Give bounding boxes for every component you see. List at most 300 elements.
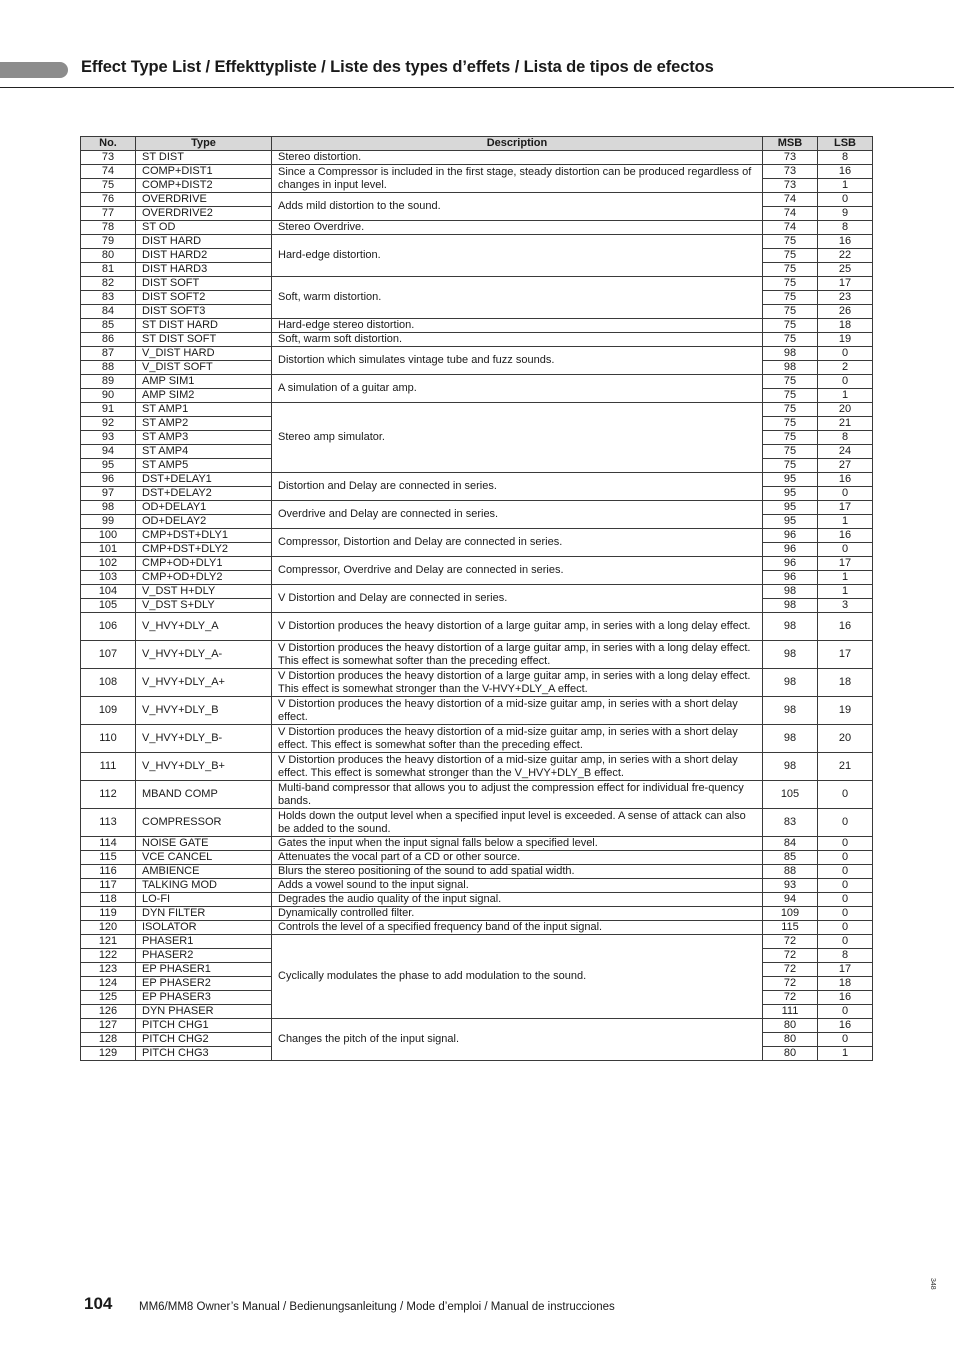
effect-msb: 75 <box>763 277 818 291</box>
effect-description: Degrades the audio quality of the input signal. <box>272 893 763 907</box>
effect-type: DIST SOFT <box>136 277 272 291</box>
table-row <box>81 851 873 865</box>
effect-msb: 98 <box>763 725 818 753</box>
table-row <box>81 375 873 389</box>
effect-number: 115 <box>81 851 136 865</box>
effect-msb: 73 <box>763 165 818 179</box>
table-row <box>81 781 873 809</box>
effect-type: ST OD <box>136 221 272 235</box>
side-code: 348 <box>929 1278 936 1290</box>
effect-msb: 98 <box>763 641 818 669</box>
effect-lsb: 17 <box>818 277 873 291</box>
effect-lsb: 0 <box>818 193 873 207</box>
manual-title: MM6/MM8 Owner’s Manual / Bedienungsanleitung / Mode d’emploi / Manual de instrucciones <box>139 1301 615 1313</box>
effect-number: 83 <box>81 291 136 305</box>
effect-msb: 98 <box>763 613 818 641</box>
effect-msb: 94 <box>763 893 818 907</box>
effect-msb: 75 <box>763 389 818 403</box>
effect-msb: 115 <box>763 921 818 935</box>
effect-number: 106 <box>81 613 136 641</box>
header-divider <box>0 87 954 88</box>
effect-description: V Distortion produces the heavy distortion of a large guitar amp, in series with a long delay effect. This effect is somewhat stronger than the V-HVY+DLY_A effect. <box>272 669 763 697</box>
effect-type: DST+DELAY1 <box>136 473 272 487</box>
effect-number: 121 <box>81 935 136 949</box>
effect-number: 109 <box>81 697 136 725</box>
effect-msb: 95 <box>763 515 818 529</box>
effect-type: DST+DELAY2 <box>136 487 272 501</box>
effect-type: ST AMP1 <box>136 403 272 417</box>
table-row <box>81 669 873 697</box>
effect-description: Dynamically controlled filter. <box>272 907 763 921</box>
effect-lsb: 16 <box>818 473 873 487</box>
effect-type: ST DIST <box>136 151 272 165</box>
effect-msb: 75 <box>763 459 818 473</box>
effect-type: OVERDRIVE2 <box>136 207 272 221</box>
page-number: 104 <box>84 1294 113 1313</box>
table-row <box>81 837 873 851</box>
effect-lsb: 0 <box>818 893 873 907</box>
effect-lsb: 17 <box>818 501 873 515</box>
effect-type: ST DIST SOFT <box>136 333 272 347</box>
effect-msb: 93 <box>763 879 818 893</box>
column-header-no: No. <box>81 137 136 151</box>
effect-lsb: 0 <box>818 347 873 361</box>
effect-msb: 75 <box>763 403 818 417</box>
effect-msb: 74 <box>763 221 818 235</box>
effect-type: PITCH CHG1 <box>136 1019 272 1033</box>
effect-msb: 80 <box>763 1047 818 1061</box>
effect-description: Adds mild distortion to the sound. <box>272 193 763 221</box>
effect-type: CMP+OD+DLY1 <box>136 557 272 571</box>
effect-number: 128 <box>81 1033 136 1047</box>
effect-type: MBAND COMP <box>136 781 272 809</box>
table-row <box>81 641 873 669</box>
effect-msb: 96 <box>763 571 818 585</box>
effect-lsb: 0 <box>818 907 873 921</box>
effect-msb: 80 <box>763 1033 818 1047</box>
effect-type: ST AMP2 <box>136 417 272 431</box>
table-row <box>81 557 873 571</box>
effect-number: 98 <box>81 501 136 515</box>
effect-msb: 74 <box>763 207 818 221</box>
effect-lsb: 2 <box>818 361 873 375</box>
effect-type: PHASER2 <box>136 949 272 963</box>
effect-number: 78 <box>81 221 136 235</box>
effect-description: Since a Compressor is included in the first stage, steady distortion can be produced regardless of changes in input level. <box>272 165 763 193</box>
effect-type: COMPRESSOR <box>136 809 272 837</box>
effect-description: Soft, warm soft distortion. <box>272 333 763 347</box>
header-accent-bar <box>0 62 68 78</box>
table-row <box>81 403 873 417</box>
effect-type: LO-FI <box>136 893 272 907</box>
effect-type: V_DST H+DLY <box>136 585 272 599</box>
effect-number: 77 <box>81 207 136 221</box>
effect-lsb: 8 <box>818 151 873 165</box>
effect-type: DYN FILTER <box>136 907 272 921</box>
effect-number: 89 <box>81 375 136 389</box>
effect-msb: 72 <box>763 935 818 949</box>
effect-description: Stereo amp simulator. <box>272 403 763 473</box>
effect-number: 123 <box>81 963 136 977</box>
effect-number: 103 <box>81 571 136 585</box>
table-row <box>81 529 873 543</box>
effect-description: Changes the pitch of the input signal. <box>272 1019 763 1061</box>
effect-msb: 88 <box>763 865 818 879</box>
effect-msb: 73 <box>763 179 818 193</box>
effect-number: 87 <box>81 347 136 361</box>
effect-lsb: 16 <box>818 1019 873 1033</box>
table-row <box>81 277 873 291</box>
effect-number: 108 <box>81 669 136 697</box>
effect-lsb: 1 <box>818 571 873 585</box>
page-title: Effect Type List / Effekttypliste / Liste des types d’effets / Lista de tipos de efectos <box>81 58 714 76</box>
effect-type: ST AMP4 <box>136 445 272 459</box>
effect-type: ST DIST HARD <box>136 319 272 333</box>
table-row <box>81 193 873 207</box>
effect-description: Stereo Overdrive. <box>272 221 763 235</box>
effect-lsb: 21 <box>818 753 873 781</box>
effect-number: 116 <box>81 865 136 879</box>
effect-lsb: 0 <box>818 921 873 935</box>
effect-number: 95 <box>81 459 136 473</box>
effect-number: 92 <box>81 417 136 431</box>
table-row <box>81 473 873 487</box>
effect-lsb: 16 <box>818 991 873 1005</box>
effect-lsb: 0 <box>818 935 873 949</box>
table-row <box>81 907 873 921</box>
effect-lsb: 20 <box>818 403 873 417</box>
effect-lsb: 16 <box>818 165 873 179</box>
effect-type: DYN PHASER <box>136 1005 272 1019</box>
effect-msb: 98 <box>763 697 818 725</box>
effect-lsb: 9 <box>818 207 873 221</box>
table-row <box>81 935 873 949</box>
table-body <box>81 151 873 1061</box>
effect-lsb: 0 <box>818 1005 873 1019</box>
effect-number: 113 <box>81 809 136 837</box>
effect-lsb: 0 <box>818 837 873 851</box>
effect-msb: 98 <box>763 347 818 361</box>
effect-lsb: 0 <box>818 1033 873 1047</box>
effect-number: 104 <box>81 585 136 599</box>
effect-lsb: 0 <box>818 851 873 865</box>
effect-msb: 75 <box>763 375 818 389</box>
effect-lsb: 22 <box>818 249 873 263</box>
effect-description: Compressor, Overdrive and Delay are connected in series. <box>272 557 763 585</box>
effect-number: 105 <box>81 599 136 613</box>
effect-lsb: 18 <box>818 977 873 991</box>
effect-msb: 111 <box>763 1005 818 1019</box>
effect-number: 82 <box>81 277 136 291</box>
effect-lsb: 17 <box>818 963 873 977</box>
effect-msb: 96 <box>763 543 818 557</box>
effect-type: ST AMP3 <box>136 431 272 445</box>
effect-lsb: 1 <box>818 585 873 599</box>
table-row <box>81 753 873 781</box>
effect-number: 97 <box>81 487 136 501</box>
table-row <box>81 921 873 935</box>
effect-description: Soft, warm distortion. <box>272 277 763 319</box>
effect-number: 120 <box>81 921 136 935</box>
effect-lsb: 26 <box>818 305 873 319</box>
effect-type: V_DST S+DLY <box>136 599 272 613</box>
table-row <box>81 151 873 165</box>
effect-number: 93 <box>81 431 136 445</box>
table-row <box>81 1019 873 1033</box>
table-header-row <box>81 137 873 151</box>
effect-lsb: 23 <box>818 291 873 305</box>
effect-number: 119 <box>81 907 136 921</box>
effect-msb: 105 <box>763 781 818 809</box>
effect-number: 125 <box>81 991 136 1005</box>
effect-type: TALKING MOD <box>136 879 272 893</box>
table-row <box>81 613 873 641</box>
effect-number: 127 <box>81 1019 136 1033</box>
table-row <box>81 333 873 347</box>
effect-lsb: 18 <box>818 319 873 333</box>
effect-number: 73 <box>81 151 136 165</box>
effect-number: 99 <box>81 515 136 529</box>
effect-msb: 75 <box>763 305 818 319</box>
effect-number: 129 <box>81 1047 136 1061</box>
effect-number: 102 <box>81 557 136 571</box>
effect-type: EP PHASER2 <box>136 977 272 991</box>
effect-description: V Distortion produces the heavy distortion of a large guitar amp, in series with a long delay effect. This effect is somewhat softer than the preceding effect. <box>272 641 763 669</box>
effect-type: DIST SOFT3 <box>136 305 272 319</box>
effect-number: 110 <box>81 725 136 753</box>
table-row <box>81 319 873 333</box>
effect-number: 80 <box>81 249 136 263</box>
effect-msb: 72 <box>763 977 818 991</box>
effect-lsb: 1 <box>818 1047 873 1061</box>
effect-lsb: 20 <box>818 725 873 753</box>
effect-msb: 96 <box>763 529 818 543</box>
table-row <box>81 165 873 179</box>
effect-type: AMP SIM2 <box>136 389 272 403</box>
effect-number: 124 <box>81 977 136 991</box>
table-row <box>81 697 873 725</box>
effect-description: Hard-edge distortion. <box>272 235 763 277</box>
effect-type: AMBIENCE <box>136 865 272 879</box>
effect-type: COMP+DIST2 <box>136 179 272 193</box>
effect-msb: 75 <box>763 263 818 277</box>
table-row <box>81 235 873 249</box>
effect-description: Overdrive and Delay are connected in series. <box>272 501 763 529</box>
effect-number: 94 <box>81 445 136 459</box>
effect-number: 117 <box>81 879 136 893</box>
effect-lsb: 1 <box>818 179 873 193</box>
effect-description: V Distortion and Delay are connected in series. <box>272 585 763 613</box>
effect-lsb: 0 <box>818 543 873 557</box>
effect-msb: 74 <box>763 193 818 207</box>
effect-type: NOISE GATE <box>136 837 272 851</box>
effect-type: CMP+DST+DLY2 <box>136 543 272 557</box>
effect-type: V_HVY+DLY_B+ <box>136 753 272 781</box>
effect-type: COMP+DIST1 <box>136 165 272 179</box>
effect-type: OD+DELAY1 <box>136 501 272 515</box>
table-row <box>81 221 873 235</box>
effect-msb: 72 <box>763 949 818 963</box>
effect-number: 118 <box>81 893 136 907</box>
effect-type: DIST HARD2 <box>136 249 272 263</box>
effect-description: Hard-edge stereo distortion. <box>272 319 763 333</box>
effect-number: 111 <box>81 753 136 781</box>
effect-lsb: 0 <box>818 781 873 809</box>
effect-number: 81 <box>81 263 136 277</box>
effect-msb: 98 <box>763 361 818 375</box>
table-row <box>81 879 873 893</box>
effect-type: ST AMP5 <box>136 459 272 473</box>
table-row <box>81 893 873 907</box>
effect-number: 122 <box>81 949 136 963</box>
table-row <box>81 347 873 361</box>
column-header-description: Description <box>272 137 763 151</box>
table-row <box>81 725 873 753</box>
effect-description: Stereo distortion. <box>272 151 763 165</box>
effect-lsb: 1 <box>818 389 873 403</box>
effect-number: 90 <box>81 389 136 403</box>
effect-lsb: 16 <box>818 613 873 641</box>
effect-msb: 98 <box>763 585 818 599</box>
effect-description: Cyclically modulates the phase to add modulation to the sound. <box>272 935 763 1019</box>
effect-description: Blurs the stereo positioning of the sound to add spatial width. <box>272 865 763 879</box>
effect-number: 114 <box>81 837 136 851</box>
effect-type: OVERDRIVE <box>136 193 272 207</box>
effect-lsb: 0 <box>818 487 873 501</box>
effect-msb: 75 <box>763 319 818 333</box>
effect-lsb: 8 <box>818 221 873 235</box>
effect-type: ISOLATOR <box>136 921 272 935</box>
effect-description: Gates the input when the input signal falls below a specified level. <box>272 837 763 851</box>
effect-lsb: 21 <box>818 417 873 431</box>
effect-type: V_HVY+DLY_A- <box>136 641 272 669</box>
effect-number: 112 <box>81 781 136 809</box>
effect-msb: 83 <box>763 809 818 837</box>
effect-number: 126 <box>81 1005 136 1019</box>
effect-msb: 72 <box>763 963 818 977</box>
table-row <box>81 501 873 515</box>
effect-number: 85 <box>81 319 136 333</box>
effect-msb: 98 <box>763 669 818 697</box>
effect-type: EP PHASER3 <box>136 991 272 1005</box>
effect-type: DIST HARD <box>136 235 272 249</box>
effect-msb: 75 <box>763 291 818 305</box>
effect-lsb: 19 <box>818 333 873 347</box>
effect-number: 75 <box>81 179 136 193</box>
effect-lsb: 17 <box>818 641 873 669</box>
effect-msb: 98 <box>763 599 818 613</box>
effect-msb: 75 <box>763 249 818 263</box>
effect-type: V_HVY+DLY_A+ <box>136 669 272 697</box>
effect-type: V_HVY+DLY_A <box>136 613 272 641</box>
effect-msb: 95 <box>763 501 818 515</box>
effect-msb: 75 <box>763 431 818 445</box>
effect-number: 84 <box>81 305 136 319</box>
effect-description: A simulation of a guitar amp. <box>272 375 763 403</box>
effect-lsb: 3 <box>818 599 873 613</box>
effect-msb: 75 <box>763 235 818 249</box>
effect-type-table <box>80 136 873 1061</box>
effect-msb: 75 <box>763 333 818 347</box>
effect-description: Adds a vowel sound to the input signal. <box>272 879 763 893</box>
effect-lsb: 8 <box>818 949 873 963</box>
effect-lsb: 0 <box>818 809 873 837</box>
effect-type: PITCH CHG2 <box>136 1033 272 1047</box>
effect-lsb: 19 <box>818 697 873 725</box>
effect-type: CMP+OD+DLY2 <box>136 571 272 585</box>
effect-type: EP PHASER1 <box>136 963 272 977</box>
effect-msb: 95 <box>763 473 818 487</box>
effect-lsb: 27 <box>818 459 873 473</box>
effect-type: DIST HARD3 <box>136 263 272 277</box>
effect-type: CMP+DST+DLY1 <box>136 529 272 543</box>
effect-description: V Distortion produces the heavy distortion of a mid-size guitar amp, in series with a short delay effect. <box>272 697 763 725</box>
effect-lsb: 0 <box>818 865 873 879</box>
effect-lsb: 24 <box>818 445 873 459</box>
effect-number: 74 <box>81 165 136 179</box>
effect-description: Distortion which simulates vintage tube and fuzz sounds. <box>272 347 763 375</box>
effect-type: PHASER1 <box>136 935 272 949</box>
effect-lsb: 25 <box>818 263 873 277</box>
effect-description: Holds down the output level when a specified input level is exceeded. A sense of attack can also be added to the sound. <box>272 809 763 837</box>
effect-type: V_DIST SOFT <box>136 361 272 375</box>
effect-type: DIST SOFT2 <box>136 291 272 305</box>
column-header-type: Type <box>136 137 272 151</box>
effect-msb: 72 <box>763 991 818 1005</box>
effect-description: V Distortion produces the heavy distortion of a mid-size guitar amp, in series with a short delay effect. This effect is somewhat stronger than the V_HVY+DLY_B effect. <box>272 753 763 781</box>
effect-lsb: 16 <box>818 235 873 249</box>
effect-number: 79 <box>81 235 136 249</box>
effect-msb: 75 <box>763 445 818 459</box>
effect-number: 100 <box>81 529 136 543</box>
effect-msb: 84 <box>763 837 818 851</box>
effect-number: 91 <box>81 403 136 417</box>
effect-msb: 80 <box>763 1019 818 1033</box>
table-row <box>81 809 873 837</box>
effect-msb: 75 <box>763 417 818 431</box>
effect-lsb: 8 <box>818 431 873 445</box>
effect-type: V_DIST HARD <box>136 347 272 361</box>
effect-lsb: 0 <box>818 375 873 389</box>
effect-number: 101 <box>81 543 136 557</box>
effect-msb: 98 <box>763 753 818 781</box>
effect-number: 86 <box>81 333 136 347</box>
effect-lsb: 1 <box>818 515 873 529</box>
effect-msb: 95 <box>763 487 818 501</box>
effect-lsb: 18 <box>818 669 873 697</box>
effect-description: Compressor, Distortion and Delay are connected in series. <box>272 529 763 557</box>
effect-lsb: 16 <box>818 529 873 543</box>
effect-number: 107 <box>81 641 136 669</box>
effect-type: PITCH CHG3 <box>136 1047 272 1061</box>
effect-number: 88 <box>81 361 136 375</box>
effect-description: Multi-band compressor that allows you to adjust the compression effect for individual fre-quency bands. <box>272 781 763 809</box>
effect-type: V_HVY+DLY_B- <box>136 725 272 753</box>
effect-msb: 85 <box>763 851 818 865</box>
effect-description: V Distortion produces the heavy distortion of a large guitar amp, in series with a long delay effect. <box>272 613 763 641</box>
effect-msb: 73 <box>763 151 818 165</box>
effect-description: Attenuates the vocal part of a CD or other source. <box>272 851 763 865</box>
effect-type: V_HVY+DLY_B <box>136 697 272 725</box>
effect-msb: 109 <box>763 907 818 921</box>
effect-lsb: 17 <box>818 557 873 571</box>
effect-number: 96 <box>81 473 136 487</box>
column-header-lsb: LSB <box>818 137 873 151</box>
effect-description: V Distortion produces the heavy distortion of a mid-size guitar amp, in series with a short delay effect. This effect is somewhat softer than the preceding effect. <box>272 725 763 753</box>
table-row <box>81 865 873 879</box>
effect-description: Distortion and Delay are connected in series. <box>272 473 763 501</box>
effect-msb: 96 <box>763 557 818 571</box>
